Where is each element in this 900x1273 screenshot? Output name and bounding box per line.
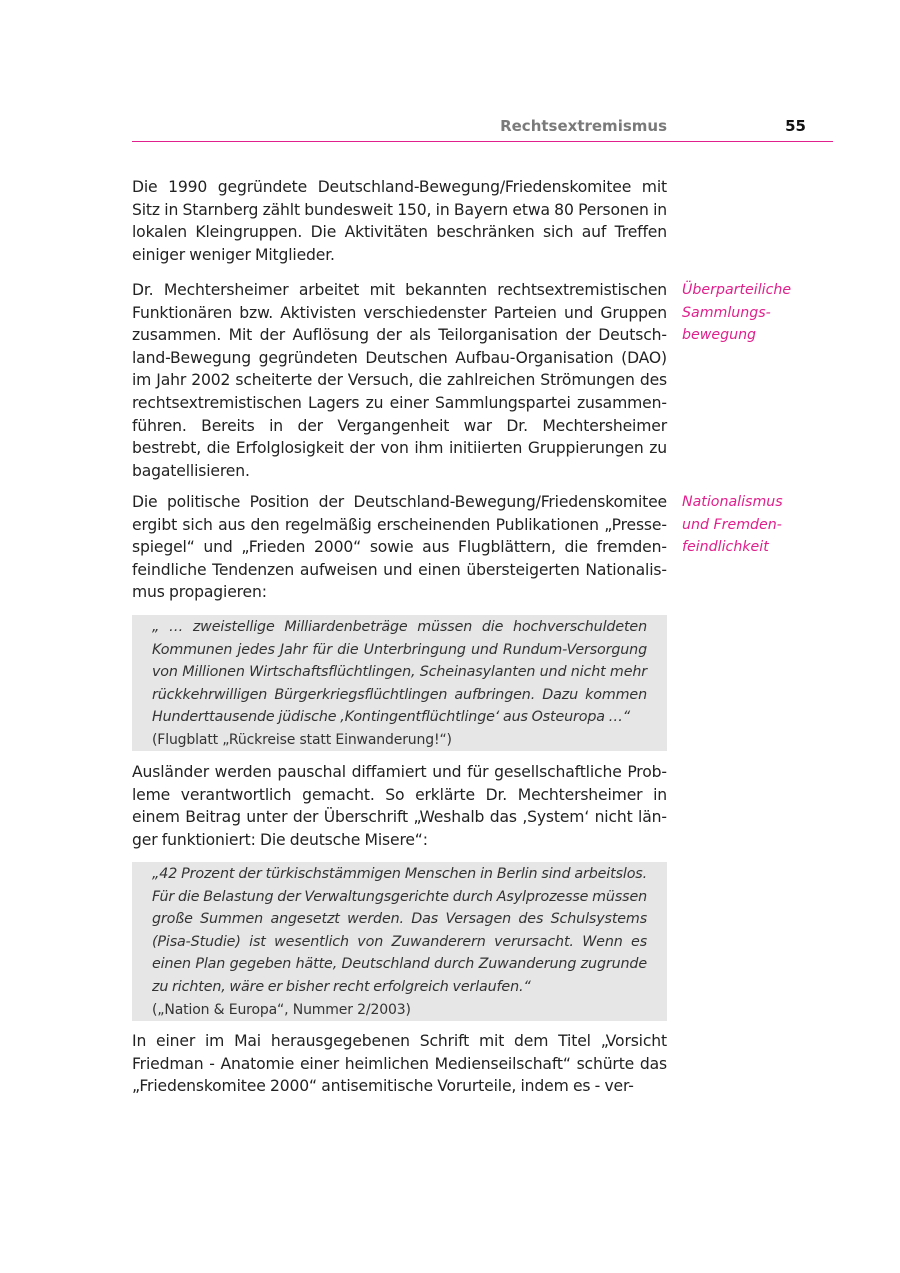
paragraph-friedman: In einer im Mai herausgegebenen Schrift mit dem Titel „Vorsicht Friedman - Anatomie einer heimlichen Medienseilschaft“ schürte das „Friedenskomitee 2000“ antisemitische Vorurteile, indem es - ver- — [132, 1032, 667, 1096]
quote-text: „42 Prozent der türkischstämmigen Menschen in Berlin sind arbeitslos. Für die Belastung der Verwaltungsgerichte durch Asylprozesse müssen große Summen angesetzt werden. Das Versagen des Schulsystems (Pisa-Studie) ist wesentlich von Zuwanderern verursacht. Wenn es einen Plan gegeben hätte, Deutschland durch Zuwanderung zugrunde zu richten, wäre er bisher recht erfolgreich verlaufen.“ — [152, 866, 647, 995]
paragraph-position: Die politische Position der Deutschland-Bewegung/Friedenskomitee ergibt sich aus den regelmäßig erscheinenden Publikationen „Pressespiegel“ und „Frieden 2000“ sowie aus Flugblättern, die fremdenfeindliche Tendenzen aufweisen und einen übersteigerten Nationalismus propagieren: — [132, 493, 667, 602]
paragraph-auslaender: Ausländer werden pauschal diffamiert und für gesellschaftliche Probleme verantwortlich gemacht. So erklärte Dr. Mechtersheimer in einem Beitrag unter der Überschrift „Weshalb das ‚System‘ nicht länger funktioniert: Die deutsche Misere“: — [132, 763, 667, 849]
quote-box-nation-europa — [132, 862, 667, 1021]
margin-note-sammlungsbewegung — [682, 279, 812, 347]
header-rule — [132, 141, 833, 142]
margin-note-line: Überparteiliche — [682, 282, 792, 298]
margin-note-line: und Fremden- — [682, 516, 782, 533]
quote-source: („Nation & Europa“, Nummer 2/2003) — [152, 1001, 411, 1018]
margin-note-line: feindlichkeit — [682, 539, 769, 556]
margin-note-line: Nationalismus — [682, 494, 783, 510]
header-title: Rechtsextremismus — [500, 117, 667, 135]
margin-note-line: Sammlungs- — [682, 304, 771, 321]
quote-text: „ … zweistellige Milliardenbeträge müssen die hochverschuldeten Kommunen jedes Jahr für die Unterbringung und Rundum-Versorgung von Millionen Wirtschaftsflüchtlingen, Scheinasylanten und nicht mehr rückkehrwilligen Bürgerkriegsflüchtlingen aufbringen. Dazu kommen Hunderttausende jüdische ‚Kontingentflüchtlinge‘ aus Osteuropa …“ — [152, 619, 647, 726]
margin-note-line: bewegung — [682, 327, 757, 344]
paragraph-intro: Die 1990 gegründete Deutschland-Bewegung/Friedenskomitee mit Sitz in Starnberg zählt bundesweit 150, in Bayern etwa 80 Personen in lokalen Kleingruppen. Die Aktivitäten beschränken sich auf Treffen einiger weniger Mitglieder. — [132, 178, 667, 264]
paragraph-mechtersheimer: Dr. Mechtersheimer arbeitet mit bekannten rechtsextremistischen Funktionären bzw. Aktivisten verschiedenster Parteien und Gruppen zusammen. Mit der Auflösung der als Teilorganisation der Deutschland-Bewegung gegründeten Deutschen Aufbau-Organisation (DAO) im Jahr 2002 scheiterte der Versuch, die zahlreichen Strömungen des rechtsextremistischen Lagers zu einer Sammlungspartei zusammenführen. Bereits in der Vergangenheit war Dr. Mechtersheimer bestrebt, die Erfolglosigkeit der von ihm initiierten Gruppierungen zu bagatellisieren. — [132, 281, 667, 480]
margin-note-nationalismus — [682, 491, 812, 559]
quote-source: (Flugblatt „Rückreise statt Einwanderung!“) — [152, 731, 452, 748]
quote-box-flugblatt — [132, 615, 667, 751]
page-number: 55 — [785, 117, 806, 135]
